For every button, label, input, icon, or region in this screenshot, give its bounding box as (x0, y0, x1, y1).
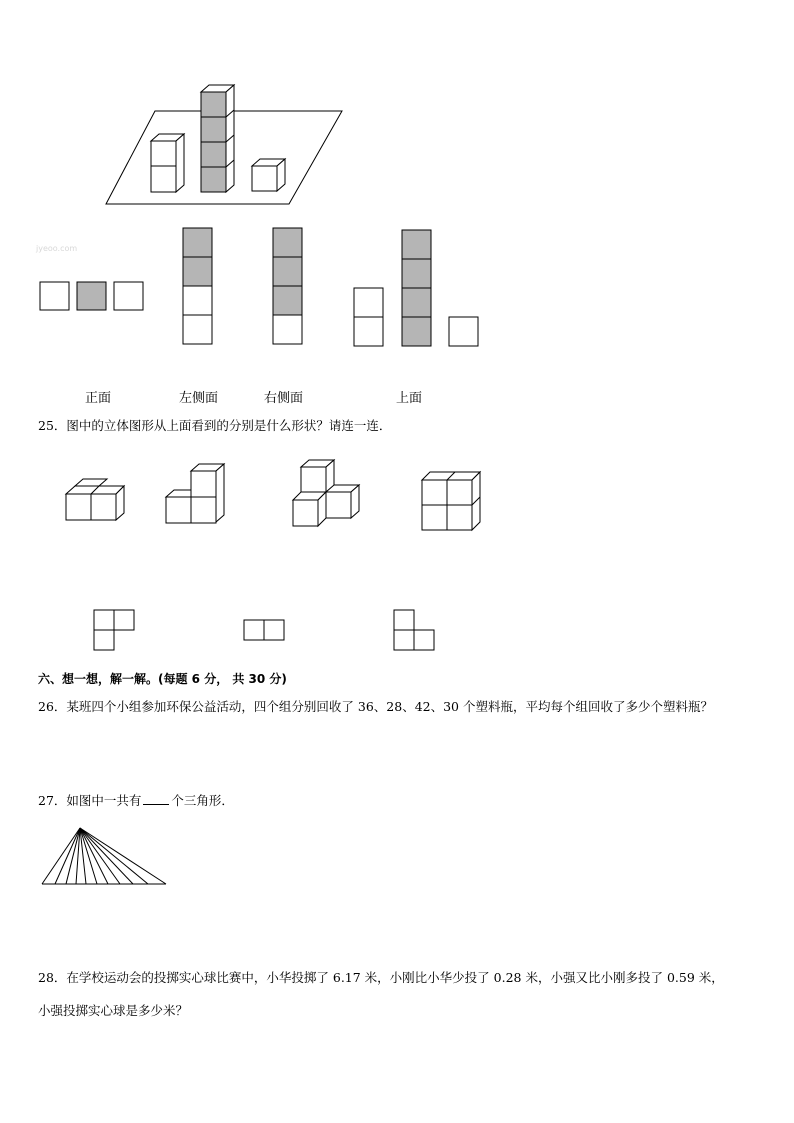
question-27-number: 27． (38, 793, 67, 808)
question-28-line-2: 小强投掷实心球是多少米？ (38, 1003, 189, 1018)
label-right-side-view: 右侧面 (264, 391, 304, 406)
question-28-text-line-1: 在学校运动会的投掷实心球比赛中，小华投掷了 6.17 米，小刚比小华少投了 0.28 米，小强又比小刚多投了 0.59 米， (66, 970, 724, 985)
label-front-view: 正面 (85, 391, 112, 406)
question-26-text: 某班四个小组参加环保公益活动，四个组分别回收了 36、28、42、30 个塑料瓶，平均每个组回收了多少个塑料瓶？ (66, 699, 713, 714)
question-25-text: 图中的立体图形从上面看到的分别是什么形状？请连一连． (66, 418, 392, 433)
label-left-side-view: 左侧面 (179, 391, 219, 406)
watermark: jyeoo.com (36, 244, 78, 253)
question-27-text-after: 个三角形． (171, 793, 234, 808)
question-26-number: 26． (38, 699, 67, 714)
question-27-text-before: 如图中一共有 (66, 793, 142, 808)
section-6-title: 六、想一想，解一解。(每题 6 分， 共 30 分) (38, 672, 287, 686)
question-25-number: 25． (38, 418, 67, 433)
label-top-view: 上面 (396, 391, 423, 406)
question-28-line-1 (38, 968, 724, 986)
question-28-number: 28． (38, 970, 67, 985)
